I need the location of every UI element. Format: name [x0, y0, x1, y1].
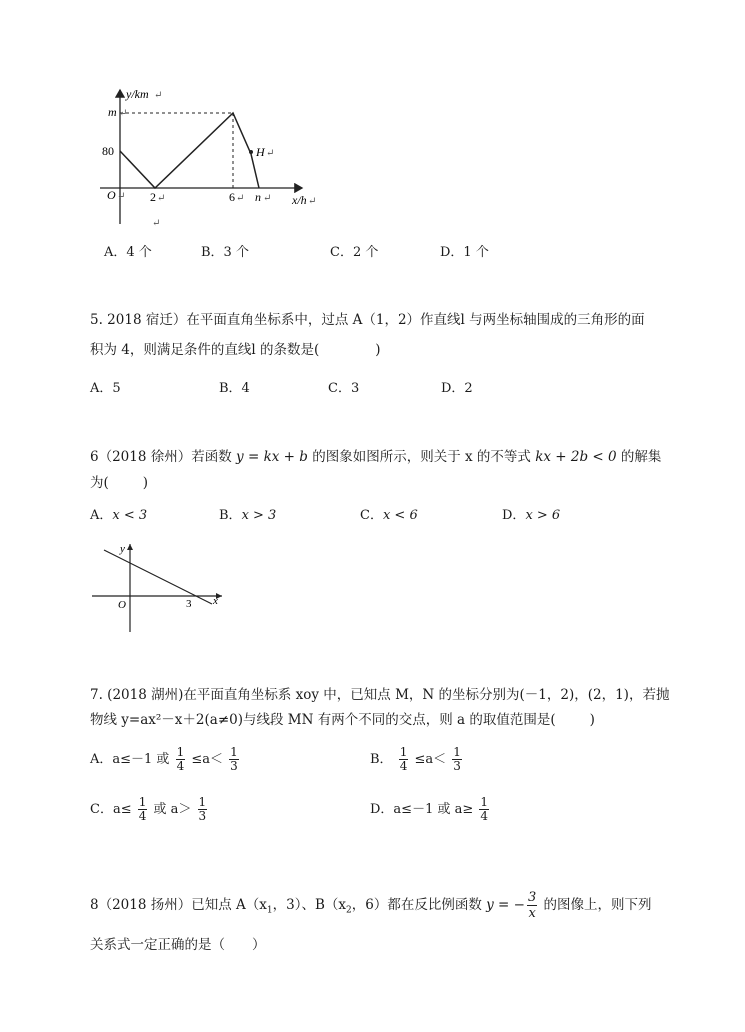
label-6: 6: [229, 190, 235, 204]
q7-option-d: D．a≤－1 或 a≥ $\frac{1}{4}$: [370, 795, 489, 823]
label-2: 2: [150, 190, 156, 204]
label-O: O: [107, 188, 116, 202]
q5-option-c: C．3: [328, 381, 360, 396]
para-mark: ↵: [236, 193, 245, 204]
q5-option-a: A．5: [90, 381, 121, 396]
label-80: 80: [102, 144, 114, 158]
q5-line-1: 5. 2018 宿迁）在平面直角坐标系中，过点 A（1，2）作直线l 与两坐标轴围成的三角形的面: [90, 312, 645, 328]
y-axis-label: y/km: [126, 87, 149, 101]
x-axis-label: x/h: [292, 193, 307, 207]
q6-option-b: B．x > 3: [219, 508, 277, 523]
q7-option-a: A．a≤－1 或 $\frac{1}{4}$ ≤a＜ $\frac{1}{3}$: [90, 745, 238, 773]
para-mark: ↵: [117, 191, 126, 202]
graph-line: [120, 113, 259, 188]
q8-line-1: 8（2018 扬州）已知点 $A(x_1$，3）、$B(x_2$，6）都在反比例函数 y = − $\frac{3}{x}$ 的图像上，则下列: [90, 890, 652, 921]
q8-function: y = −: [486, 897, 525, 913]
label-m: m: [108, 105, 117, 119]
q4-option-c: C．2 个: [330, 245, 379, 260]
q7-line-2: 物线 y=ax²－x＋2(a≠0)与线段 MN 有两个不同的交点，则 a 的取值范围是( ): [90, 712, 595, 728]
q6-line-1: 6（2018 徐州）若函数 y = kx + b 的图象如图所示，则关于 x 的不等式 kx + 2b < 0 的解集: [90, 449, 662, 465]
label-n: n: [255, 190, 261, 204]
distance-time-graph: [96, 84, 326, 230]
y-label: y: [120, 543, 125, 555]
q4-option-b: B．3 个: [201, 245, 249, 260]
q7-line-1: 7. (2018 湖州)在平面直角坐标系 xoy 中，已知点 M，N 的坐标分别为(－1，2)，(2，1)，若抛: [90, 687, 670, 703]
para-mark: ↵: [119, 108, 128, 119]
q6-option-a: A．x < 3: [90, 508, 148, 523]
para-mark: ↵: [266, 148, 275, 159]
tick-label-3: 3: [186, 598, 192, 610]
q6-option-d: D．x > 6: [502, 508, 561, 523]
q5-option-b: B．4: [219, 381, 250, 396]
q7-option-c: C．a≤ $\frac{1}{4}$ 或 a＞ $\frac{1}{3}$: [90, 795, 207, 823]
point-h: [249, 150, 253, 154]
q4-option-d: D．1 个: [440, 245, 489, 260]
q6-function: y = kx + b: [236, 449, 308, 465]
para-mark: ↵: [152, 218, 161, 229]
q4-option-a: A．4 个: [104, 245, 152, 260]
q8-line-2: 关系式一定正确的是（ ）: [90, 937, 266, 953]
q7-option-b: B． $\frac{1}{4}$ ≤a＜ $\frac{1}{3}$: [370, 745, 461, 773]
linear-function-graph: [88, 540, 228, 636]
x-label: x: [213, 595, 218, 607]
q6-inequality: kx + 2b < 0: [535, 449, 617, 465]
label-H: H: [256, 145, 265, 159]
q6-option-c: C．x < 6: [360, 508, 418, 523]
para-mark: ↵: [157, 193, 166, 204]
q5-option-d: D．2: [441, 381, 473, 396]
q6-line-2: 为( ): [90, 475, 149, 491]
q5-line-2: 积为 4，则满足条件的直线l 的条数是( ): [90, 342, 381, 358]
origin-label: O: [118, 599, 126, 611]
para-mark: ↵: [154, 90, 163, 101]
para-mark: ↵: [263, 193, 272, 204]
para-mark: ↵: [308, 196, 317, 207]
